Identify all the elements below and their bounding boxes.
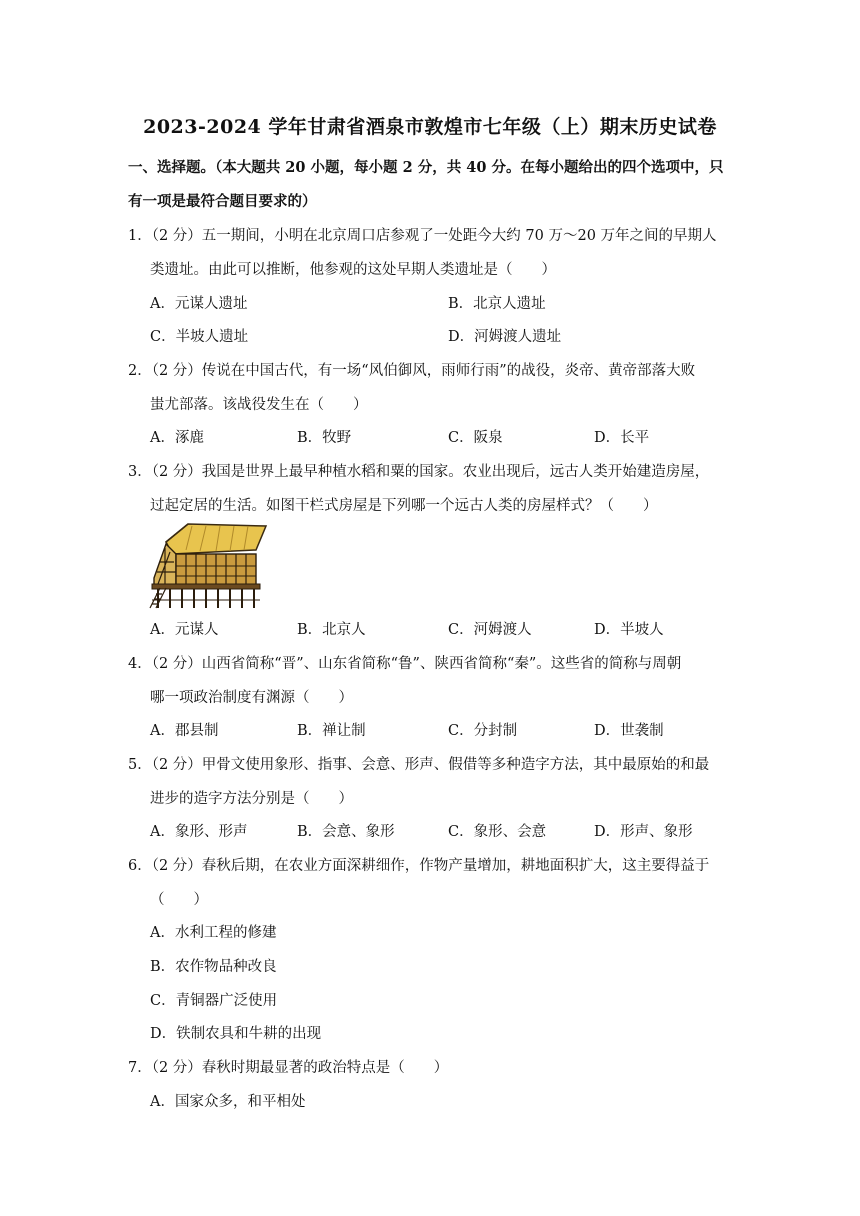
- question-1-stem-line-2: 类遗址。由此可以推断，他参观的这处早期人类遗址是（ ）: [150, 262, 556, 278]
- question-2-option-c: C．阪泉: [448, 430, 503, 446]
- question-5-option-b: B．会意、象形: [297, 824, 395, 840]
- question-6-option-c: C．青铜器广泛使用: [150, 993, 278, 1009]
- question-2-stem-line-2: 蚩尤部落。该战役发生在（ ）: [150, 397, 368, 413]
- question-2-option-b: B．牧野: [297, 430, 352, 446]
- question-1-option-a: A．元谋人遗址: [150, 296, 248, 312]
- question-2-stem-line-1: 2．（2 分）传说在中国古代，有一场“风伯御风，雨师行雨”的战役，炎帝、黄帝部落大败: [128, 363, 696, 379]
- question-6-stem-line-1: 6．（2 分）春秋后期，在农业方面深耕细作，作物产量增加，耕地面积扩大，这主要得益于: [128, 858, 710, 874]
- question-2-option-d: D．长平: [594, 430, 650, 446]
- question-5-option-d: D．形声、象形: [594, 824, 693, 840]
- question-1-option-d: D．河姆渡人遗址: [448, 329, 562, 345]
- question-2-option-a: A．涿鹿: [150, 430, 204, 446]
- question-3-option-a: A．元谋人: [150, 622, 219, 638]
- question-7-option-a: A．国家众多，和平相处: [150, 1094, 306, 1110]
- question-6-option-b: B．农作物品种改良: [150, 959, 277, 975]
- question-5-option-a: A．象形、形声: [150, 824, 248, 840]
- question-4-stem-line-1: 4．（2 分）山西省简称“晋”、山东省简称“鲁”、陕西省简称“秦”。这些省的简称与周朝: [128, 656, 682, 672]
- question-4-option-d: D．世袭制: [594, 723, 664, 739]
- question-1-option-c: C．半坡人遗址: [150, 329, 249, 345]
- question-4-option-a: A．郡县制: [150, 723, 219, 739]
- question-4-option-c: C．分封制: [448, 723, 518, 739]
- question-7-stem-line-1: 7．（2 分）春秋时期最显著的政治特点是（ ）: [128, 1060, 449, 1076]
- question-1-stem-line-1: 1．（2 分）五一期间，小明在北京周口店参观了一处距今大约 70 万～20 万年之间的早期人: [128, 228, 717, 244]
- question-6-option-a: A．水利工程的修建: [150, 925, 277, 941]
- section-heading-line-1: 一、选择题。（本大题共 20 小题，每小题 2 分，共 40 分。在每小题给出的四个选项中，只: [128, 159, 724, 176]
- question-3-option-d: D．半坡人: [594, 622, 664, 638]
- question-3-option-c: C．河姆渡人: [448, 622, 532, 638]
- question-5-option-c: C．象形、会意: [448, 824, 547, 840]
- question-5-stem-line-1: 5．（2 分）甲骨文使用象形、指事、会意、形声、假借等多种造字方法，其中最原始的和最: [128, 757, 710, 773]
- section-heading-line-2: 有一项是最符合题目要求的）: [128, 193, 317, 210]
- stilt-house-illustration: [148, 520, 274, 610]
- question-4-stem-line-2: 哪一项政治制度有渊源（ ）: [150, 690, 353, 706]
- question-6-option-d: D．铁制农具和牛耕的出现: [150, 1026, 322, 1042]
- question-4-option-b: B．禅让制: [297, 723, 366, 739]
- question-5-stem-line-2: 进步的造字方法分别是（ ）: [150, 791, 353, 807]
- question-6-stem-line-2: （ ）: [150, 892, 208, 908]
- exam-title: 2023-2024 学年甘肃省酒泉市敦煌市七年级（上）期末历史试卷: [143, 116, 717, 138]
- question-3-option-b: B．北京人: [297, 622, 366, 638]
- question-1-option-b: B．北京人遗址: [448, 296, 546, 312]
- question-3-stem-line-2: 过起定居的生活。如图干栏式房屋是下列哪一个远古人类的房屋样式？（ ）: [150, 498, 658, 514]
- question-3-stem-line-1: 3．（2 分）我国是世界上最早种植水稻和粟的国家。农业出现后，远古人类开始建造房屋，: [128, 464, 710, 480]
